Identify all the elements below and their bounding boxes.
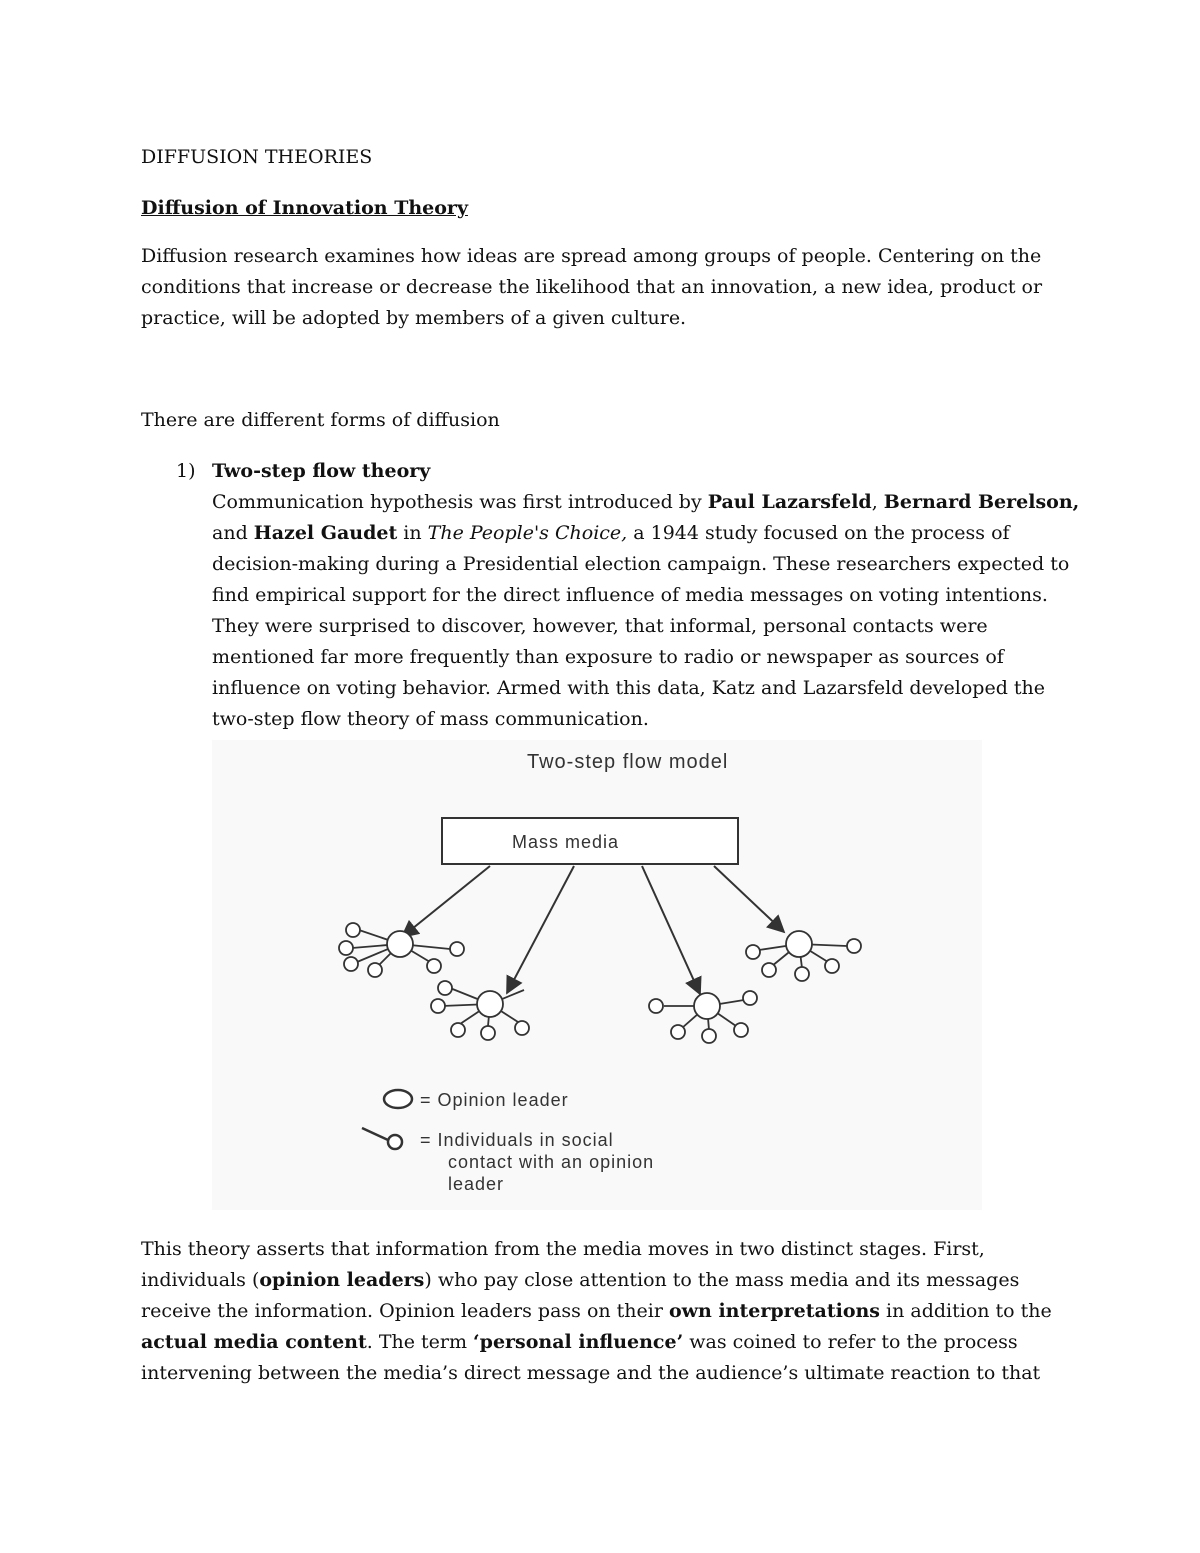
key-term: own interpretations bbox=[668, 1300, 880, 1322]
two-step-paragraph bbox=[212, 487, 1079, 735]
paragraph-line: This theory asserts that information from the media moves in two distinct stages. First, bbox=[141, 1238, 985, 1260]
page-title: DIFFUSION THEORIES bbox=[141, 146, 373, 168]
section-heading: Diffusion of Innovation Theory bbox=[141, 197, 468, 219]
diagram-svg bbox=[212, 740, 982, 1210]
text-run: ) who pay close attention to the mass media and its messages bbox=[424, 1269, 1020, 1291]
legend-leader-label: = Opinion leader bbox=[420, 1090, 569, 1110]
legend-individual-label: leader bbox=[448, 1174, 505, 1194]
theory-paragraph bbox=[141, 1234, 1052, 1389]
legend-individual-label: contact with an opinion bbox=[448, 1152, 655, 1172]
paragraph-line bbox=[141, 1327, 1052, 1358]
intro-line: practice, will be adopted by members of a given culture. bbox=[141, 307, 687, 329]
author-name: Paul Lazarsfeld bbox=[707, 491, 872, 513]
paragraph-line bbox=[212, 487, 1079, 518]
author-name: Bernard Berelson, bbox=[883, 491, 1080, 513]
intro-line: Diffusion research examines how ideas are spread among groups of people. Centering on the bbox=[141, 245, 1042, 267]
intro-paragraph bbox=[141, 241, 1042, 334]
key-term: actual media content bbox=[141, 1331, 367, 1353]
text-run: individuals ( bbox=[141, 1269, 260, 1291]
legend-individual-label: = Individuals in social bbox=[420, 1130, 614, 1150]
text-run: in addition to the bbox=[880, 1300, 1052, 1322]
paragraph-line bbox=[141, 1296, 1052, 1327]
two-step-flow-diagram bbox=[212, 740, 982, 1210]
key-term: ‘personal influence’ bbox=[473, 1331, 684, 1353]
text-run: Communication hypothesis was first introduced by bbox=[212, 491, 708, 513]
list-number: 1) bbox=[176, 460, 196, 482]
mass-media-label: Mass media bbox=[512, 832, 620, 852]
paragraph-line: influence on voting behavior. Armed with this data, Katz and Lazarsfeld developed the bbox=[212, 677, 1046, 699]
text-run: in bbox=[397, 522, 428, 544]
list-item-heading bbox=[176, 456, 430, 487]
text-run: was coined to refer to the process bbox=[683, 1331, 1018, 1353]
paragraph-line bbox=[141, 1265, 1052, 1296]
text-run: and bbox=[212, 522, 254, 544]
author-name: Hazel Gaudet bbox=[253, 522, 398, 544]
paragraph-line: intervening between the media’s direct message and the audience’s ultimate reaction to that bbox=[141, 1362, 1041, 1384]
forms-intro: There are different forms of diffusion bbox=[141, 409, 500, 431]
text-run: . The term bbox=[366, 1331, 474, 1353]
figure-title: Two-step flow model bbox=[527, 751, 729, 773]
key-term: opinion leaders bbox=[259, 1269, 425, 1291]
intro-line: conditions that increase or decrease the likelihood that an innovation, a new idea, product or bbox=[141, 276, 1043, 298]
list-heading: Two-step flow theory bbox=[212, 460, 431, 482]
paragraph-line bbox=[212, 518, 1079, 549]
paragraph-line: two-step flow theory of mass communication. bbox=[212, 708, 649, 730]
text-run: receive the information. Opinion leaders pass on their bbox=[141, 1300, 669, 1322]
text-run: a 1944 study focused on the process of bbox=[627, 522, 1010, 544]
paragraph-line: decision-making during a Presidential election campaign. These researchers expected to bbox=[212, 553, 1070, 575]
paragraph-line: They were surprised to discover, however, that informal, personal contacts were bbox=[212, 615, 988, 637]
book-title: The People's Choice, bbox=[427, 522, 628, 544]
paragraph-line: find empirical support for the direct influence of media messages on voting intentions. bbox=[212, 584, 1048, 606]
text-run: , bbox=[871, 491, 884, 513]
paragraph-line: mentioned far more frequently than exposure to radio or newspaper as sources of bbox=[212, 646, 1004, 668]
legend-leader-symbol bbox=[384, 1090, 412, 1108]
